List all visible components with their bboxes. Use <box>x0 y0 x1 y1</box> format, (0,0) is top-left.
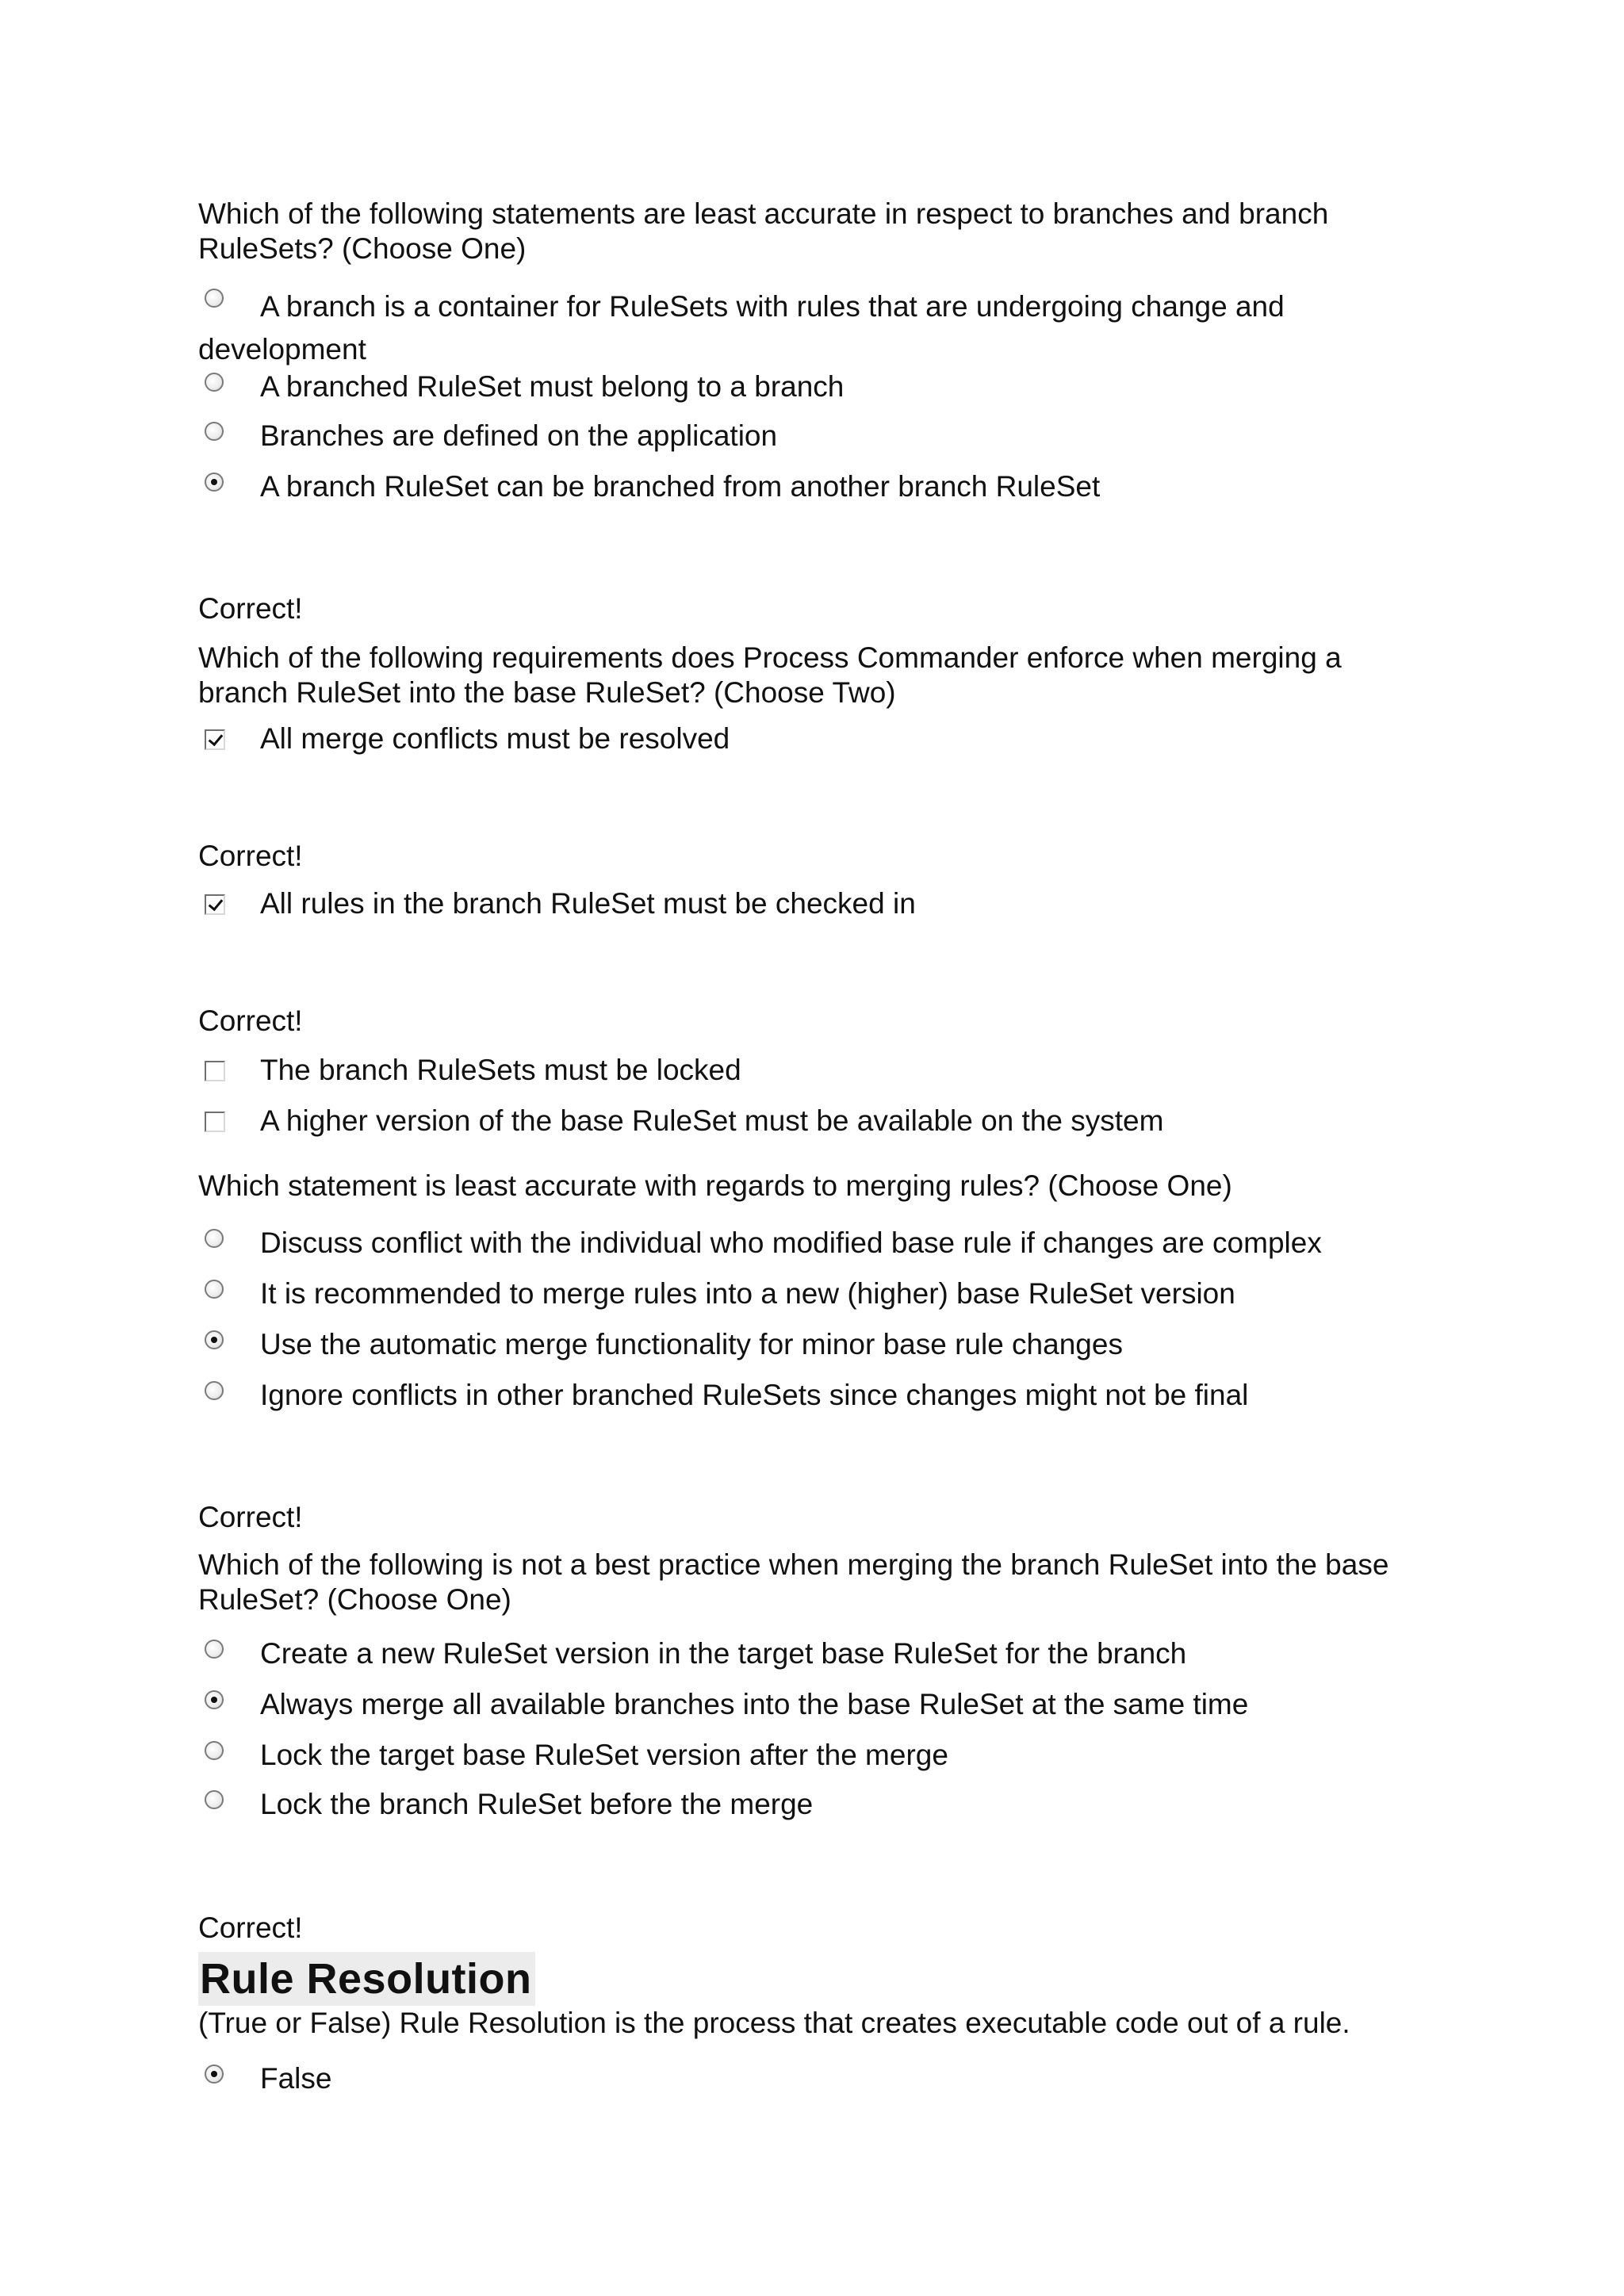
q1-option-2-label: A branched RuleSet must belong to a branch <box>260 370 845 403</box>
q4-option-4[interactable] <box>198 1787 1467 1825</box>
q3-option-3-label: Use the automatic merge functionality for minor base rule changes <box>260 1328 1123 1360</box>
q1-option-1-label: A branch is a container for RuleSets with rules that are undergoing change and development <box>198 290 1285 365</box>
q2-option-3-label: The branch RuleSets must be locked <box>260 1054 741 1086</box>
question-5-text: (True or False) Rule Resolution is the process that creates executable code out of a rule. <box>198 2007 1350 2039</box>
q3-option-2[interactable] <box>198 1276 1467 1314</box>
q4-option-3[interactable] <box>198 1738 1467 1776</box>
q1-option-4-label: A branch RuleSet can be branched from another branch RuleSet <box>260 470 1101 503</box>
q2-option-2[interactable] <box>198 886 1467 924</box>
q3-option-4-label: Ignore conflicts in other branched RuleSets since changes might not be final <box>260 1379 1249 1411</box>
q4-option-2-label: Always merge all available branches into the base RuleSet at the same time <box>260 1688 1249 1720</box>
q3-option-1[interactable] <box>198 1226 1467 1264</box>
q3-feedback: Correct! <box>198 1501 303 1533</box>
q1-option-4[interactable] <box>198 469 1467 507</box>
radio-button-selected[interactable] <box>205 1330 224 1349</box>
radio-button[interactable] <box>205 289 224 308</box>
q2-option-4-label: A higher version of the base RuleSet must be available on the system <box>260 1104 1164 1137</box>
radio-button[interactable] <box>205 1741 224 1760</box>
checkbox-checked[interactable] <box>205 729 225 750</box>
q5-option-1-label: False <box>260 2062 332 2095</box>
radio-button[interactable] <box>205 1229 224 1248</box>
checkbox[interactable] <box>205 1061 225 1081</box>
q5-option-1[interactable] <box>198 2061 1467 2099</box>
q3-option-4[interactable] <box>198 1378 1467 1416</box>
radio-button[interactable] <box>205 1381 224 1400</box>
radio-button-selected[interactable] <box>205 473 224 492</box>
radio-button[interactable] <box>205 1280 224 1299</box>
q2-option-1-feedback: Correct! <box>198 840 303 872</box>
radio-button[interactable] <box>205 422 224 441</box>
q1-option-2[interactable] <box>198 369 1467 408</box>
q4-option-4-label: Lock the branch RuleSet before the merge <box>260 1788 814 1820</box>
q1-option-1[interactable] <box>198 285 1435 371</box>
q3-option-2-label: It is recommended to merge rules into a new (higher) base RuleSet version <box>260 1277 1235 1310</box>
radio-button[interactable] <box>205 373 224 392</box>
q2-option-2-feedback: Correct! <box>198 1004 303 1037</box>
section-title: Rule Resolution <box>198 1952 535 2006</box>
radio-button[interactable] <box>205 1640 224 1659</box>
q4-option-1-label: Create a new RuleSet version in the target base RuleSet for the branch <box>260 1637 1187 1670</box>
question-1-text: Which of the following statements are least accurate in respect to branches and branch RuleSets? (Choose One) <box>198 197 1329 265</box>
checkbox[interactable] <box>205 1112 225 1132</box>
q4-option-1[interactable] <box>198 1636 1467 1674</box>
radio-button-selected[interactable] <box>205 1690 224 1709</box>
q1-option-3[interactable] <box>198 419 1467 457</box>
q2-option-1-label: All merge conflicts must be resolved <box>260 722 730 755</box>
q4-option-2[interactable] <box>198 1687 1467 1725</box>
q3-option-3[interactable] <box>198 1327 1467 1365</box>
q2-option-1[interactable] <box>198 721 1467 760</box>
question-4-text: Which of the following is not a best practice when merging the branch RuleSet into the base RuleSet? (Choose One) <box>198 1548 1389 1616</box>
question-3-text: Which statement is least accurate with regards to merging rules? (Choose One) <box>198 1169 1232 1202</box>
q4-feedback: Correct! <box>198 1911 303 1944</box>
q1-feedback: Correct! <box>198 592 303 625</box>
q4-option-3-label: Lock the target base RuleSet version after the merge <box>260 1739 948 1771</box>
q2-option-4[interactable] <box>198 1104 1467 1142</box>
q3-option-1-label: Discuss conflict with the individual who modified base rule if changes are complex <box>260 1226 1322 1259</box>
q2-option-2-label: All rules in the branch RuleSet must be checked in <box>260 887 916 920</box>
question-2-text: Which of the following requirements does Process Commander enforce when merging a branch RuleSet into the base RuleSet? (Choose Two) <box>198 641 1342 709</box>
radio-button[interactable] <box>205 1790 224 1809</box>
q1-option-3-label: Branches are defined on the application <box>260 419 778 452</box>
q2-option-3[interactable] <box>198 1053 1467 1091</box>
radio-button-selected[interactable] <box>205 2064 224 2084</box>
checkbox-checked[interactable] <box>205 894 225 915</box>
